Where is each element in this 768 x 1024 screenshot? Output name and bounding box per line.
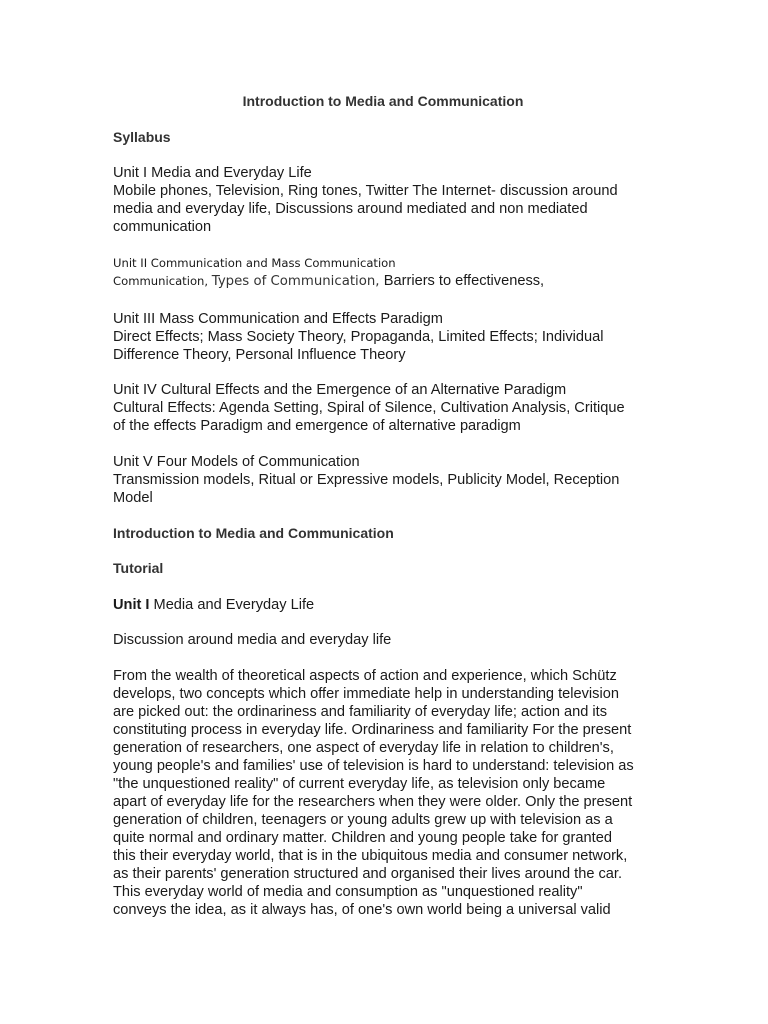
body-line: This everyday world of media and consumption as "unquestioned reality" <box>113 884 583 900</box>
discussion-heading: Discussion around media and everyday life <box>113 632 392 648</box>
unit2-line-part3: Barriers to effectiveness, <box>383 273 545 289</box>
unit3-line: Direct Effects; Mass Society Theory, Propaganda, Limited Effects; Individual <box>113 329 604 345</box>
body-line: as their parents' generation structured and organised their lives around the car. <box>113 866 623 882</box>
unit3-title: Unit III Mass Communication and Effects Paradigm <box>113 311 443 327</box>
body-line: "the unquestioned reality" of current everyday life, as television only became <box>113 776 606 792</box>
body-line: young people's and families' use of television is hard to understand: television as <box>113 758 634 774</box>
body-line: this their everyday world, that is in the ubiquitous media and consumer network, <box>113 848 628 864</box>
unit2-line-part2: Types of Communication, <box>211 274 384 289</box>
tutorial-unit-heading <box>113 596 653 614</box>
unit5-line: Model <box>113 490 153 506</box>
unit2-line-part1: Communication, <box>113 274 212 288</box>
tutorial-unit-label: Unit I <box>113 597 150 613</box>
unit2-title: Unit II Communication and Mass Communication <box>113 256 396 270</box>
unit4-line: of the effects Paradigm and emergence of alternative paradigm <box>113 418 521 434</box>
unit1-title: Unit I Media and Everyday Life <box>113 165 312 181</box>
unit5-line: Transmission models, Ritual or Expressive models, Publicity Model, Reception <box>113 472 620 488</box>
tutorial-unit-title: Media and Everyday Life <box>149 597 315 613</box>
document-title: Introduction to Media and Communication <box>242 93 524 109</box>
body-line: generation of children, teenagers or young adults grew up with television as a <box>113 812 613 828</box>
body-line: quite normal and ordinary matter. Children and young people take for granted <box>113 830 612 846</box>
intro-heading-2: Introduction to Media and Communication <box>113 525 394 541</box>
unit1-section <box>113 164 653 236</box>
body-line: constituting process in everyday life. Ordinariness and familiarity For the present <box>113 722 632 738</box>
unit3-section <box>113 310 653 364</box>
unit1-line: media and everyday life, Discussions around mediated and non mediated <box>113 201 588 217</box>
unit5-title: Unit V Four Models of Communication <box>113 454 360 470</box>
tutorial-heading: Tutorial <box>113 560 164 576</box>
unit4-title: Unit IV Cultural Effects and the Emergence of an Alternative Paradigm <box>113 382 567 398</box>
unit3-line: Difference Theory, Personal Influence Theory <box>113 347 406 363</box>
unit1-line: Mobile phones, Television, Ring tones, Twitter The Internet- discussion around <box>113 183 618 199</box>
body-line: generation of researchers, one aspect of everyday life in relation to children's, <box>113 740 614 756</box>
body-line: apart of everyday life for the researchers when they were older. Only the present <box>113 794 633 810</box>
unit5-section <box>113 453 653 507</box>
body-paragraph <box>113 667 653 919</box>
unit4-section <box>113 381 653 435</box>
body-line: are picked out: the ordinariness and familiarity of everyday life; action and its <box>113 704 608 720</box>
syllabus-heading: Syllabus <box>113 129 171 145</box>
unit1-line: communication <box>113 219 212 235</box>
body-line: develops, two concepts which offer immediate help in understanding television <box>113 686 619 702</box>
unit2-line <box>113 271 653 292</box>
unit4-line: Cultural Effects: Agenda Setting, Spiral of Silence, Cultivation Analysis, Critique <box>113 400 625 416</box>
body-line: From the wealth of theoretical aspects of action and experience, which Schütz <box>113 668 617 684</box>
body-line: conveys the idea, as it always has, of one's own world being a universal valid <box>113 902 611 918</box>
unit2-section <box>113 255 653 292</box>
